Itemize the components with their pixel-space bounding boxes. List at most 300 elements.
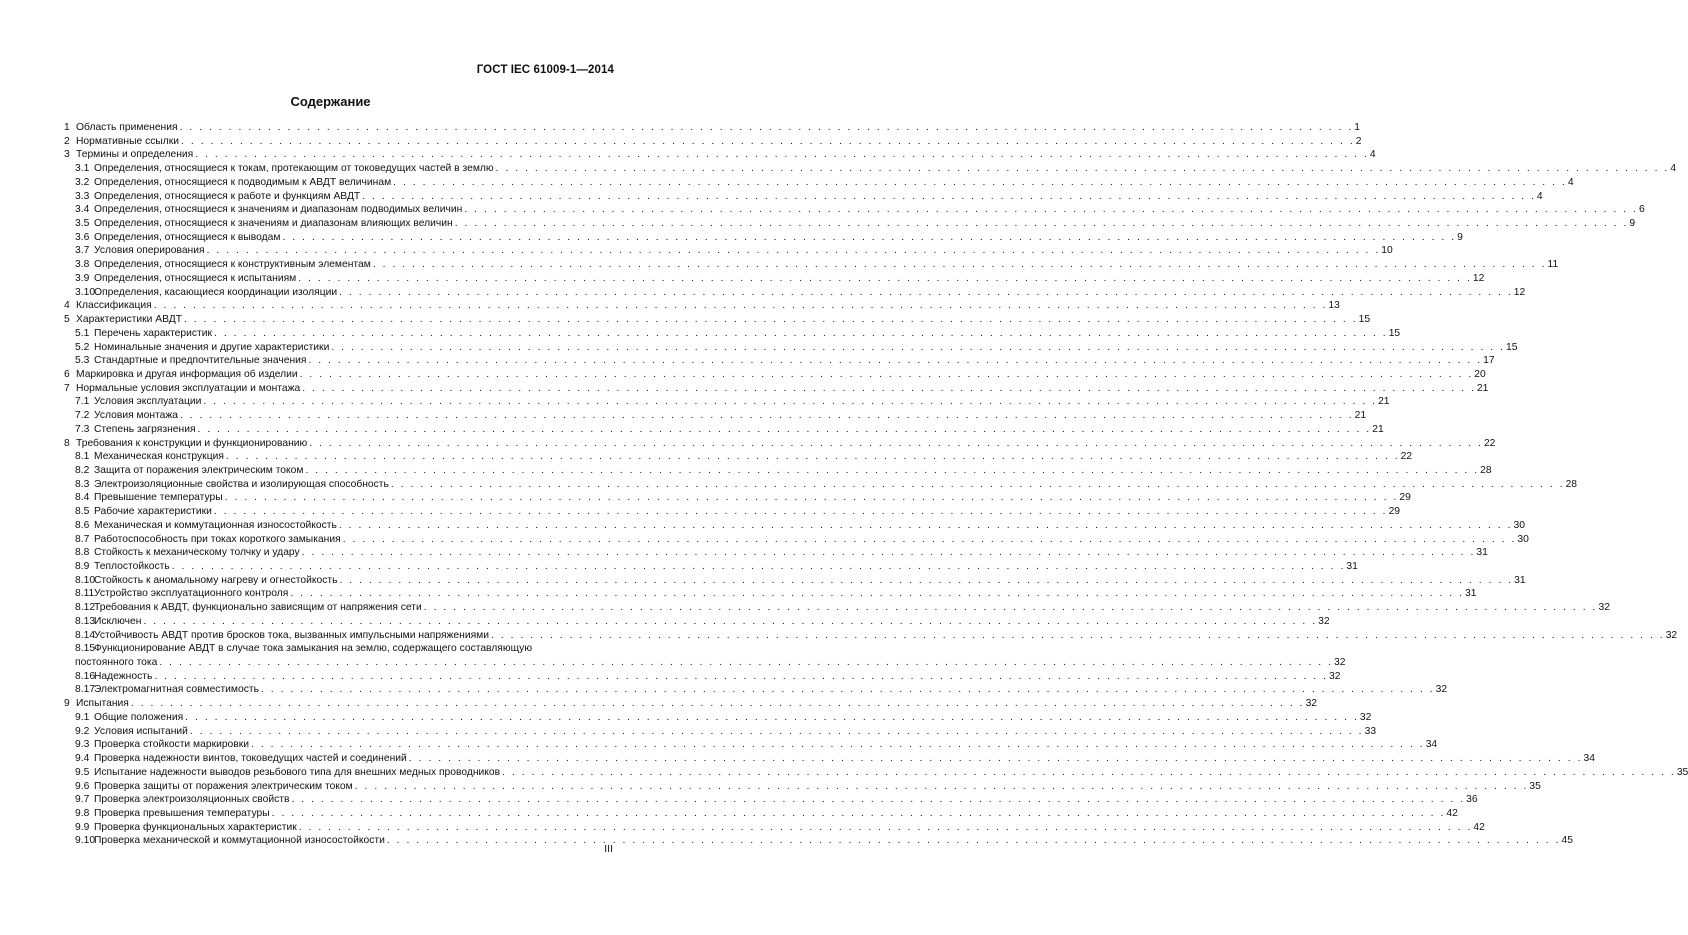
toc-entry-page: 31 xyxy=(1465,588,1477,600)
toc-entry xyxy=(64,780,1541,794)
toc-entry-number: 8.2 xyxy=(75,464,90,476)
toc-entry xyxy=(64,135,1362,149)
toc-entry-page: 32 xyxy=(1665,629,1678,641)
toc-entry-text: Требования к конструкции и функционированию xyxy=(76,437,308,449)
toc-entry-text: Испытания xyxy=(76,698,129,710)
toc-entry-label xyxy=(75,683,259,697)
toc-entry-text: Условия эксплуатации xyxy=(94,396,202,408)
toc-entry-page: 30 xyxy=(1517,533,1529,545)
toc-entry-page: 42 xyxy=(1473,821,1485,833)
toc-leader-dots: . . . . . . . . . . . . . . . . . . . . . . . . . . . . . . . . . . . . . . . . . . . . . . . . . . . . . . . . . . . . . . . . . . . . . . . . . . . . . . . . . . . . . . . . . . . . . . . . . . . . . . . . . . . . . . . . . . . . . . . . xyxy=(185,711,1359,723)
toc-entry-number: 5.2 xyxy=(75,341,90,353)
toc-entry-page: 22 xyxy=(1483,437,1496,449)
toc-entry xyxy=(64,601,1610,615)
toc-entry-page: 2 xyxy=(1355,135,1362,147)
toc-entry-label xyxy=(75,450,224,464)
toc-entry-label xyxy=(75,834,385,848)
toc-leader-dots: . . . . . . . . . . . . . . . . . . . . . . . . . . . . . . . . . . . . . . . . . . . . . . . . . . . . . . . . . . . . . . . . . . . . . . . . . . . . . . . . . . . . . . . . . . . . . . . . . . . . . . . . . . . . . . . . . . . . . . . . xyxy=(154,670,1328,682)
toc-entry xyxy=(64,478,1578,492)
toc-entry-label xyxy=(75,272,296,286)
toc-entry xyxy=(64,313,1371,327)
toc-entry-page: 15 xyxy=(1358,314,1371,326)
toc-entry xyxy=(64,450,1413,464)
toc-entry-number: 8.7 xyxy=(75,533,90,545)
toc-entry-label xyxy=(75,793,289,807)
toc-leader-dots: . . . . . . . . . . . . . . . . . . . . . . . . . . . . . . . . . . . . . . . . . . . . . . . . . . . . . . . . . . . . . . . . . . . . . . . . . . . . . . . . . . . . . . . . . . . . . . . . . . . . . . . . . . . . . . . . . . . . . . . . xyxy=(386,835,1561,847)
toc-entry xyxy=(64,752,1595,766)
toc-entry-text: Проверка стойкости маркировки xyxy=(94,739,250,751)
toc-entry-label xyxy=(75,807,270,821)
toc-entry xyxy=(64,341,1518,355)
toc-entry-label xyxy=(75,409,178,423)
toc-entry-text: Проверка электроизоляционных свойств xyxy=(94,794,290,806)
toc-entry-page: 34 xyxy=(1583,753,1595,765)
toc-entry xyxy=(64,162,1677,176)
toc-entry xyxy=(64,491,1411,505)
toc-entry xyxy=(64,121,1360,135)
toc-entry-number: 2 xyxy=(64,135,70,147)
toc-entry-label xyxy=(75,423,196,437)
toc-entry xyxy=(64,725,1377,739)
toc-entry-text: Рабочие характеристики xyxy=(94,506,212,518)
toc-leader-dots: . . . . . . . . . . . . . . . . . . . . . . . . . . . . . . . . . . . . . . . . . . . . . . . . . . . . . . . . . . . . . . . . . . . . . . . . . . . . . . . . . . . . . . . . . . . . . . . . . . . . . . . . . . . . . . . . . . . . . . . . xyxy=(305,464,1480,476)
toc-leader-dots: . . . . . . . . . . . . . . . . . . . . . . . . . . . . . . . . . . . . . . . . . . . . . . . . . . . . . . . . . . . . . . . . . . . . . . . . . . . . . . . . . . . . . . . . . . . . . . . . . . . . . . . . . . . . . . . . . . . . . . . . xyxy=(393,176,1567,188)
toc-entry-number: 5.3 xyxy=(75,355,90,367)
toc-entry-page: 35 xyxy=(1676,766,1688,778)
toc-entry-number: 8.5 xyxy=(75,506,90,518)
toc-entry xyxy=(64,368,1486,382)
toc-entry-text: Степень загрязнения xyxy=(94,423,196,435)
toc-entry-label xyxy=(64,148,193,162)
toc-entry-label xyxy=(75,491,223,505)
toc-entry-page: 31 xyxy=(1514,574,1526,586)
toc-entry-number: 8.16 xyxy=(75,670,96,682)
toc-entry-number: 8.17 xyxy=(75,684,96,696)
toc-entry-label xyxy=(75,738,249,752)
toc-entry-number: 9.9 xyxy=(75,821,90,833)
toc-entry xyxy=(64,217,1636,231)
toc-leader-dots: . . . . . . . . . . . . . . . . . . . . . . . . . . . . . . . . . . . . . . . . . . . . . . . . . . . . . . . . . . . . . . . . . . . . . . . . . . . . . . . . . . . . . . . . . . . . . . . . . . . . . . . . . . . . . . . . . . . . . . . . xyxy=(203,396,1378,408)
toc-entry xyxy=(64,176,1574,190)
toc-entry-label xyxy=(75,354,306,368)
toc-entry-page: 21 xyxy=(1378,396,1390,408)
toc-entry-text: Устройство эксплуатационного контроля xyxy=(94,588,289,600)
toc-entry-label xyxy=(75,546,300,560)
toc-entry xyxy=(64,244,1393,258)
toc-entry xyxy=(64,464,1492,478)
toc-entry-number: 9.2 xyxy=(75,725,90,737)
toc-entry-label xyxy=(75,780,353,794)
page-number: III xyxy=(604,843,613,855)
toc-entry-number: 8.3 xyxy=(75,478,90,490)
toc-entry xyxy=(64,437,1496,451)
toc-leader-dots: . . . . . . . . . . . . . . . . . . . . . . . . . . . . . . . . . . . . . . . . . . . . . . . . . . . . . . . . . . . . . . . . . . . . . . . . . . . . . . . . . . . . . . . . . . . . . . . . . . . . . . . . . . . . . . . . . . . . . . . . xyxy=(390,478,1565,490)
toc-entry-number: 8.1 xyxy=(75,451,90,463)
toc-leader-dots: . . . . . . . . . . . . . . . . . . . . . . . . . . . . . . . . . . . . . . . . . . . . . . . . . . . . . . . . . . . . . . . . . . . . . . . . . . . . . . . . . . . . . . . . . . . . . . . . . . . . . . . . . . . . . . . . . . . . . . . . xyxy=(408,753,1583,765)
toc-entry-number: 3.10 xyxy=(75,286,96,298)
toc-title: Содержание xyxy=(290,94,371,109)
toc-entry-number: 7.3 xyxy=(75,423,90,435)
toc-leader-dots: . . . . . . . . . . . . . . . . . . . . . . . . . . . . . . . . . . . . . . . . . . . . . . . . . . . . . . . . . . . . . . . . . . . . . . . . . . . . . . . . . . . . . . . . . . . . . . . . . . . . . . . . . . . . . . . . . . . . . . . . xyxy=(214,327,1388,339)
toc-entry-label xyxy=(75,560,170,574)
toc-leader-dots: . . . . . . . . . . . . . . . . . . . . . . . . . . . . . . . . . . . . . . . . . . . . . . . . . . . . . . . . . . . . . . . . . . . . . . . . . . . . . . . . . . . . . . . . . . . . . . . . . . . . . . . . . . . . . . . . . . . . . . . . xyxy=(183,314,1358,326)
toc-entry-number: 8.8 xyxy=(75,547,90,559)
toc-leader-dots: . . . . . . . . . . . . . . . . . . . . . . . . . . . . . . . . . . . . . . . . . . . . . . . . . . . . . . . . . . . . . . . . . . . . . . . . . . . . . . . . . . . . . . . . . . . . . . . . . . . . . . . . . . . . . . . . . . . . . . . . xyxy=(260,684,1435,696)
toc-entry-text: Определения, относящиеся к испытаниям xyxy=(94,272,297,284)
toc-leader-dots: . . . . . . . . . . . . . . . . . . . . . . . . . . . . . . . . . . . . . . . . . . . . . . . . . . . . . . . . . . . . . . . . . . . . . . . . . . . . . . . . . . . . . . . . . . . . . . . . . . . . . . . . . . . . . . . . . . . . . . . . xyxy=(189,725,1364,737)
toc-entry-text: Маркировка и другая информация об изделии xyxy=(76,368,298,380)
toc-entry-page: 4 xyxy=(1567,176,1574,188)
toc-entry-number: 3.5 xyxy=(75,218,90,230)
toc-entry-page: 15 xyxy=(1506,341,1518,353)
toc-entry-number: 8.10 xyxy=(75,574,96,586)
toc-entry-page: 4 xyxy=(1369,149,1376,161)
toc-entry-page: 12 xyxy=(1513,286,1526,298)
toc-entry-number: 8.12 xyxy=(75,602,96,614)
toc-entry-text: Работоспособность при токах короткого замыкания xyxy=(94,533,341,545)
toc-entry xyxy=(64,423,1384,437)
toc-entry-page: 17 xyxy=(1483,355,1495,367)
toc-entry-label xyxy=(75,203,462,217)
toc-leader-dots: . . . . . . . . . . . . . . . . . . . . . . . . . . . . . . . . . . . . . . . . . . . . . . . . . . . . . . . . . . . . . . . . . . . . . . . . . . . . . . . . . . . . . . . . . . . . . . . . . . . . . . . . . . . . . . . . . . . . . . . . xyxy=(206,245,1381,257)
toc-leader-dots: . . . . . . . . . . . . . . . . . . . . . . . . . . . . . . . . . . . . . . . . . . . . . . . . . . . . . . . . . . . . . . . . . . . . . . . . . . . . . . . . . . . . . . . . . . . . . . . . . . . . . . . . . . . . . . . . . . . . . . . . xyxy=(153,300,1328,312)
toc-leader-dots: . . . . . . . . . . . . . . . . . . . . . . . . . . . . . . . . . . . . . . . . . . . . . . . . . . . . . . . . . . . . . . . . . . . . . . . . . . . . . . . . . . . . . . . . . . . . . . . . . . . . . . . . . . . . . . . . . . . . . . . . xyxy=(331,341,1506,353)
toc-entry-text: Условия оперирования xyxy=(94,245,205,257)
toc-entry-page: 29 xyxy=(1399,492,1411,504)
toc-entry-number: 5.1 xyxy=(75,327,90,339)
toc-entry-text: Определения, относящиеся к значениям и диапазонам подводимых величин xyxy=(94,204,463,216)
toc-entry-page: 36 xyxy=(1466,794,1478,806)
toc-entry-text: Устойчивость АВДТ против бросков тока, вызванных импульсными напряжениями xyxy=(94,629,490,641)
toc-entry-page: 35 xyxy=(1529,780,1541,792)
toc-entry-page: 32 xyxy=(1435,684,1448,696)
toc-entry xyxy=(64,409,1367,423)
toc-entry-label xyxy=(75,217,453,231)
toc-leader-dots: . . . . . . . . . . . . . . . . . . . . . . . . . . . . . . . . . . . . . . . . . . . . . . . . . . . . . . . . . . . . . . . . . . . . . . . . . . . . . . . . . . . . . . . . . . . . . . . . . . . . . . . . . . . . . . . . . . . . . . . . xyxy=(171,561,1346,572)
toc-entry xyxy=(64,629,1678,643)
toc-entry xyxy=(64,574,1526,588)
toc-leader-dots: . . . . . . . . . . . . . . . . . . . . . . . . . . . . . . . . . . . . . . . . . . . . . . . . . . . . . . . . . . . . . . . . . . . . . . . . . . . . . . . . . . . . . . . . . . . . . . . . . . . . . . . . . . . . . . . . . . . . . . . . xyxy=(251,739,1425,751)
toc-entry-label xyxy=(75,341,329,355)
toc-entry-page: 1 xyxy=(1354,122,1360,133)
toc-entry-text: Функционирование АВДТ в случае тока замыкания на землю, содержащего составляющую xyxy=(94,643,533,655)
toc-entry xyxy=(64,203,1645,217)
toc-leader-dots: . . . . . . . . . . . . . . . . . . . . . . . . . . . . . . . . . . . . . . . . . . . . . . . . . . . . . . . . . . . . . . . . . . . . . . . . . . . . . . . . . . . . . . . . . . . . . . . . . . . . . . . . . . . . . . . . . . . . . . . . xyxy=(130,698,1305,710)
toc-entry-number: 7 xyxy=(64,382,70,394)
toc-leader-dots: . . . . . . . . . . . . . . . . . . . . . . . . . . . . . . . . . . . . . . . . . . . . . . . . . . . . . . . . . . . . . . . . . . . . . . . . . . . . . . . . . . . . . . . . . . . . . . . . . . . . . . . . . . . . . . . . . . . . . . . . xyxy=(308,355,1483,367)
toc-entry-number: 3.3 xyxy=(75,190,90,202)
toc-entry-page: 9 xyxy=(1457,231,1463,243)
toc-leader-dots: . . . . . . . . . . . . . . . . . . . . . . . . . . . . . . . . . . . . . . . . . . . . . . . . . . . . . . . . . . . . . . . . . . . . . . . . . . . . . . . . . . . . . . . . . . . . . . . . . . . . . . . . . . . . . . . . . . . . . . . . xyxy=(354,780,1529,792)
toc-entry-text: Механическая конструкция xyxy=(94,451,224,463)
toc-entry-text: Механическая и коммутационная износостойкость xyxy=(94,519,337,531)
toc-leader-dots: . . . . . . . . . . . . . . . . . . . . . . . . . . . . . . . . . . . . . . . . . . . . . . . . . . . . . . . . . . . . . . . . . . . . . . . . . . . . . . . . . . . . . . . . . . . . . . . . . . . . . . . . . . . . . . . . . . . . . . . . xyxy=(197,423,1372,435)
toc-leader-dots: . . . . . . . . . . . . . . . . . . . . . . . . . . . . . . . . . . . . . . . . . . . . . . . . . . . . . . . . . . . . . . . . . . . . . . . . . . . . . . . . . . . . . . . . . . . . . . . . . . . . . . . . . . . . . . . . . . . . . . . . xyxy=(271,807,1446,819)
toc-entry-text: Стойкость к механическому толчку и удару xyxy=(94,547,300,559)
toc-entry-text: Исключен xyxy=(94,615,142,627)
toc-entry-text: Термины и определения xyxy=(76,149,194,161)
toc-entry-number: 9.4 xyxy=(75,753,90,765)
toc-entry-number: 3.6 xyxy=(75,231,90,243)
toc-entry-page: 21 xyxy=(1354,410,1367,422)
document-code: ГОСТ IEC 61009-1—2014 xyxy=(476,64,614,76)
toc-entry-text: Определения, относящиеся к выводам xyxy=(94,231,281,243)
toc-leader-dots: . . . . . . . . . . . . . . . . . . . . . . . . . . . . . . . . . . . . . . . . . . . . . . . . . . . . . . . . . . . . . . . . . . . . . . . . . . . . . . . . . . . . . . . . . . . . . . . . . . . . . . . . . . . . . . . . . . . . . . . . xyxy=(143,615,1318,627)
toc-entry-label xyxy=(64,697,129,711)
toc-entry-label xyxy=(75,258,371,272)
toc-entry xyxy=(64,711,1372,725)
toc-entry-text: Нормальные условия эксплуатации и монтажа xyxy=(76,382,301,394)
toc-leader-dots: . . . . . . . . . . . . . . . . . . . . . . . . . . . . . . . . . . . . . . . . . . . . . . . . . . . . . . . . . . . . . . . . . . . . . . . . . . . . . . . . . . . . . . . . . . . . . . . . . . . . . . . . . . . . . . . . . . . . . . . . xyxy=(342,533,1517,545)
toc-entry-page: 20 xyxy=(1474,368,1486,380)
toc-entry-text: Определения, относящиеся к токам, протекающим от токоведущих частей в землю xyxy=(94,163,494,175)
toc-entry-page: 11 xyxy=(1547,259,1559,271)
toc-entry xyxy=(64,519,1525,533)
toc-entry-label xyxy=(75,176,391,190)
toc-entry xyxy=(64,258,1559,272)
toc-leader-dots: . . . . . . . . . . . . . . . . . . . . . . . . . . . . . . . . . . . . . . . . . . . . . . . . . . . . . . . . . . . . . . . . . . . . . . . . . . . . . . . . . . . . . . . . . . . . . . . . . . . . . . . . . . . . . . . . . . . . . . . . xyxy=(291,794,1466,806)
toc-entry-number: 9.8 xyxy=(75,807,90,819)
toc-entry-label xyxy=(75,629,489,643)
toc-entry-page: 32 xyxy=(1318,615,1330,627)
toc-entry xyxy=(64,821,1485,835)
toc-entry-text-cont: постоянного тока xyxy=(75,657,158,669)
toc-entry-label xyxy=(75,327,212,341)
toc-entry-text: Проверка механической и коммутационной износостойкости xyxy=(94,835,385,847)
toc-entry-page: 32 xyxy=(1359,711,1372,723)
toc-leader-dots: . . . . . . . . . . . . . . . . . . . . . . . . . . . . . . . . . . . . . . . . . . . . . . . . . . . . . . . . . . . . . . . . . . . . . . . . . . . . . . . . . . . . . . . . . . . . . . . . . . . . . . . . . . . . . . . . . . . . . . . . xyxy=(298,272,1472,284)
toc-leader-dots: . . . . . . . . . . . . . . . . . . . . . . . . . . . . . . . . . . . . . . . . . . . . . . . . . . . . . . . . . . . . . . . . . . . . . . . . . . . . . . . . . . . . . . . . . . . . . . . . . . . . . . . . . . . . . . . . . . . . . . . . xyxy=(372,259,1547,271)
toc-leader-dots: . . . . . . . . . . . . . . . . . . . . . . . . . . . . . . . . . . . . . . . . . . . . . . . . . . . . . . . . . . . . . . . . . . . . . . . . . . . . . . . . . . . . . . . . . . . . . . . . . . . . . . . . . . . . . . . . . . . . . . . . xyxy=(302,382,1476,394)
toc-entry-number: 8.15 xyxy=(75,643,96,655)
toc-entry-text: Проверка надежности винтов, токоведущих частей и соединений xyxy=(94,753,407,765)
toc-entry xyxy=(64,190,1543,204)
toc-entry-number: 3.8 xyxy=(75,259,90,271)
toc-entry-text: Общие положения xyxy=(94,711,184,723)
toc-entry-number: 9 xyxy=(64,698,70,710)
toc-entry-label xyxy=(75,574,337,588)
toc-entry-text: Стандартные и предпочтительные значения xyxy=(94,355,307,367)
toc-entry-page: 31 xyxy=(1346,561,1358,572)
toc-leader-dots: . . . . . . . . . . . . . . . . . . . . . . . . . . . . . . . . . . . . . . . . . . . . . . . . . . . . . . . . . . . . . . . . . . . . . . . . . . . . . . . . . . . . . . . . . . . . . . . . . . . . . . . . . . . . . . . . . . . . . . . . xyxy=(301,547,1476,559)
toc-entry-number: 3.1 xyxy=(75,163,90,175)
toc-leader-dots: . . . . . . . . . . . . . . . . . . . . . . . . . . . . . . . . . . . . . . . . . . . . . . . . . . . . . . . . . . . . . . . . . . . . . . . . . . . . . . . . . . . . . . . . . . . . . . . . . . . . . . . . . . . . . . . . . . . . . . . . xyxy=(339,286,1513,298)
toc-entry-label xyxy=(75,519,337,533)
toc-entry-page: 13 xyxy=(1328,300,1340,312)
toc-entry-text: Условия испытаний xyxy=(94,725,188,737)
toc-entry-label xyxy=(75,615,141,629)
toc-entry xyxy=(64,286,1526,300)
toc-entry-number: 8.9 xyxy=(75,561,90,572)
toc-entry-page: 32 xyxy=(1305,698,1318,710)
toc-entry-label xyxy=(75,478,389,492)
toc-entry-number: 7.2 xyxy=(75,410,90,422)
toc-leader-dots: . . . . . . . . . . . . . . . . . . . . . . . . . . . . . . . . . . . . . . . . . . . . . . . . . . . . . . . . . . . . . . . . . . . . . . . . . . . . . . . . . . . . . . . . . . . . . . . . . . . . . . . . . . . . . . . . . . . . . . . . xyxy=(339,574,1514,586)
toc-entry-text: Надежность xyxy=(94,670,153,682)
toc-entry xyxy=(64,615,1330,629)
toc-entry-text: Электромагнитная совместимость xyxy=(94,684,259,696)
toc-entry-text: Определения, относящиеся к подводимым к АВДТ величинам xyxy=(94,176,392,188)
toc-entry-page: 32 xyxy=(1329,670,1341,682)
toc-entry xyxy=(64,148,1376,162)
toc-entry-number: 1 xyxy=(64,122,70,133)
toc-entry-page: 30 xyxy=(1513,519,1525,531)
toc-entry-label xyxy=(75,395,201,409)
toc-entry-label xyxy=(75,725,188,739)
toc-entry-label xyxy=(64,135,179,149)
toc-entry-label xyxy=(75,752,407,766)
toc-entry-number: 8.14 xyxy=(75,629,96,641)
toc-entry-text: Проверка функциональных характеристик xyxy=(94,821,297,833)
toc-entry-number: 3.7 xyxy=(75,245,90,257)
toc-entry xyxy=(64,560,1358,574)
toc-entry xyxy=(64,546,1488,560)
toc-entry xyxy=(64,395,1390,409)
toc-entry-page: 32 xyxy=(1598,602,1610,614)
toc-entry-number: 3.2 xyxy=(75,176,90,188)
toc-entry-label xyxy=(75,464,303,478)
toc-entry-text: Перечень характеристик xyxy=(94,327,213,339)
toc-entry-number: 9.5 xyxy=(75,766,90,778)
toc-entry-page: 4 xyxy=(1670,163,1677,175)
toc-entry-page: 9 xyxy=(1629,218,1636,230)
toc-entry xyxy=(64,683,1448,697)
toc-entry-label xyxy=(64,437,307,451)
toc-entry-label xyxy=(75,711,183,725)
toc-leader-dots: . . . . . . . . . . . . . . . . . . . . . . . . . . . . . . . . . . . . . . . . . . . . . . . . . . . . . . . . . . . . . . . . . . . . . . . . . . . . . . . . . . . . . . . . . . . . . . . . . . . . . . . . . . . . . . . . . . . . . . . . xyxy=(495,163,1670,175)
toc-entry xyxy=(64,299,1340,313)
toc-entry-label xyxy=(75,670,152,684)
toc-leader-dots: . . . . . . . . . . . . . . . . . . . . . . . . . . . . . . . . . . . . . . . . . . . . . . . . . . . . . . . . . . . . . . . . . . . . . . . . . . . . . . . . . . . . . . . . . . . . . . . . . . . . . . . . . . . . . . . . . . . . . . . . xyxy=(282,231,1457,243)
toc-leader-dots: . . . . . . . . . . . . . . . . . . . . . . . . . . . . . . . . . . . . . . . . . . . . . . . . . . . . . . . . . . . . . . . . . . . . . . . . . . . . . . . . . . . . . . . . . . . . . . . . . . . . . . . . . . . . . . . . . . . . . . . . xyxy=(159,657,1334,669)
toc-entry xyxy=(64,231,1463,245)
toc-leader-dots: . . . . . . . . . . . . . . . . . . . . . . . . . . . . . . . . . . . . . . . . . . . . . . . . . . . . . . . . . . . . . . . . . . . . . . . . . . . . . . . . . . . . . . . . . . . . . . . . . . . . . . . . . . . . . . . . . . . . . . . . xyxy=(362,190,1536,202)
toc-entry-number: 3.9 xyxy=(75,272,90,284)
toc-leader-dots: . . . . . . . . . . . . . . . . . . . . . . . . . . . . . . . . . . . . . . . . . . . . . . . . . . . . . . . . . . . . . . . . . . . . . . . . . . . . . . . . . . . . . . . . . . . . . . . . . . . . . . . . . . . . . . . . . . . . . . . . xyxy=(179,410,1354,422)
toc-entry xyxy=(64,807,1458,821)
toc-entry xyxy=(64,642,598,656)
toc-entry-number: 8.11 xyxy=(75,588,95,600)
toc-entry-label xyxy=(64,299,152,313)
toc-entry-label xyxy=(75,286,337,300)
toc-entry-label xyxy=(75,505,212,519)
toc-entry-text: Определения, касающиеся координации изоляции xyxy=(94,286,338,298)
toc-entry xyxy=(64,272,1485,286)
toc-entry-label xyxy=(75,190,360,204)
toc-entry-number: 8.6 xyxy=(75,519,90,531)
toc-entry-text: Определения, относящиеся к конструктивным элементам xyxy=(94,259,371,271)
toc-entry-page: 6 xyxy=(1639,204,1645,216)
toc-entry xyxy=(64,670,1341,684)
toc-entry-text: Защита от поражения электрическим током xyxy=(94,464,304,476)
toc-entry-number: 9.6 xyxy=(75,780,90,792)
toc-entry-number: 8.13 xyxy=(75,615,96,627)
toc-entry-label xyxy=(64,382,300,396)
toc-entry-page: 45 xyxy=(1561,835,1573,847)
toc-entry-number: 4 xyxy=(64,300,70,312)
toc-entry xyxy=(64,587,1477,601)
toc-entry-text: Электроизоляционные свойства и изолирующая способность xyxy=(94,478,389,490)
toc-entry-page: 28 xyxy=(1565,478,1578,490)
toc-leader-dots: . . . . . . . . . . . . . . . . . . . . . . . . . . . . . . . . . . . . . . . . . . . . . . . . . . . . . . . . . . . . . . . . . . . . . . . . . . . . . . . . . . . . . . . . . . . . . . . . . . . . . . . . . . . . . . . . . . . . . . . . xyxy=(299,368,1474,380)
toc-entry-page: 34 xyxy=(1425,739,1438,751)
toc-entry-label xyxy=(75,587,288,601)
toc-entry-page: 29 xyxy=(1388,506,1401,518)
toc-leader-dots: . . . . . . . . . . . . . . . . . . . . . . . . . . . . . . . . . . . . . . . . . . . . . . . . . . . . . . . . . . . . . . . . . . . . . . . . . . . . . . . . . . . . . . . . . . . . . . . . . . . . . . . . . . . . . . . . . . . . . . . . xyxy=(290,588,1465,600)
toc-entry-text: Теплостойкость xyxy=(94,561,170,572)
toc-entry-page: 12 xyxy=(1472,272,1485,284)
toc-entry-text: Определения, относящиеся к значениям и диапазонам влияющих величин xyxy=(94,218,453,230)
toc-entry-number: 3 xyxy=(64,149,70,161)
toc-entry-label xyxy=(75,162,494,176)
toc-entry-label xyxy=(75,533,341,547)
toc-entry-page: 42 xyxy=(1446,807,1458,819)
toc-entry xyxy=(64,327,1401,341)
toc-entry-number: 9.3 xyxy=(75,739,90,751)
toc-entry-text: Испытание надежности выводов резьбового типа для внешних медных проводников xyxy=(94,766,501,778)
toc-entry-page: 32 xyxy=(1334,657,1346,669)
toc-entry-page: 31 xyxy=(1476,547,1488,559)
toc-entry-label xyxy=(75,766,500,780)
toc-entry-number: 6 xyxy=(64,368,70,380)
toc-entry xyxy=(64,738,1438,752)
toc-entry-text: Номинальные значения и другие характеристики xyxy=(94,341,330,353)
toc-entry-label xyxy=(75,601,422,615)
toc-entry-text: Нормативные ссылки xyxy=(76,135,180,147)
toc-entry xyxy=(64,834,1573,848)
toc-entry xyxy=(64,505,1401,519)
toc-entry-page: 21 xyxy=(1372,423,1384,435)
toc-leader-dots: . . . . . . . . . . . . . . . . . . . . . . . . . . . . . . . . . . . . . . . . . . . . . . . . . . . . . . . . . . . . . . . . . . . . . . . . . . . . . . . . . . . . . . . . . . . . . . . . . . . . . . . . . . . . . . . . . . . . . . . . xyxy=(464,204,1639,216)
toc-entry-page: 15 xyxy=(1388,327,1401,339)
toc-entry xyxy=(64,766,1688,780)
toc-entry xyxy=(64,697,1318,711)
toc-entry xyxy=(64,382,1489,396)
toc-entry xyxy=(64,354,1495,368)
toc-entry-text: Проверка превышения температуры xyxy=(94,807,270,819)
toc-entry-number: 3.4 xyxy=(75,204,90,216)
toc-entry-page: 10 xyxy=(1381,245,1393,257)
toc-entry-page: 4 xyxy=(1536,190,1543,202)
toc-entry-page: 22 xyxy=(1400,451,1413,463)
toc-entry-text: Превышение температуры xyxy=(94,492,223,504)
toc-entry-page: 28 xyxy=(1480,464,1492,476)
toc-leader-dots: . . . . . . . . . . . . . . . . . . . . . . . . . . . . . . . . . . . . . . . . . . . . . . . . . . . . . . . . . . . . . . . . . . . . . . . . . . . . . . . . . . . . . . . . . . . . . . . . . . . . . . . . . . . . . . . . . . . . . . . . xyxy=(195,149,1369,161)
toc-leader-dots: . . . . . . . . . . . . . . . . . . . . . . . . . . . . . . . . . . . . . . . . . . . . . . . . . . . . . . . . . . . . . . . . . . . . . . . . . . . . . . . . . . . . . . . . . . . . . . . . . . . . . . . . . . . . . . . . . . . . . . . . xyxy=(179,122,1354,133)
toc-entry-label xyxy=(75,231,280,245)
toc-entry-label xyxy=(64,368,298,382)
table-of-contents xyxy=(64,121,1688,848)
toc-leader-dots: . . . . . . . . . . . . . . . . . . . . . . . . . . . . . . . . . . . . . . . . . . . . . . . . . . . . . . . . . . . . . . . . . . . . . . . . . . . . . . . . . . . . . . . . . . . . . . . . . . . . . . . . . . . . . . . . . . . . . . . . xyxy=(298,821,1473,833)
toc-entry-page: 33 xyxy=(1364,725,1377,737)
toc-leader-dots: . . . . . . . . . . . . . . . . . . . . . . . . . . . . . . . . . . . . . . . . . . . . . . . . . . . . . . . . . . . . . . . . . . . . . . . . . . . . . . . . . . . . . . . . . . . . . . . . . . . . . . . . . . . . . . . . . . . . . . . . xyxy=(225,451,1400,463)
toc-entry-text: Классификация xyxy=(76,300,152,312)
toc-leader-dots: . . . . . . . . . . . . . . . . . . . . . . . . . . . . . . . . . . . . . . . . . . . . . . . . . . . . . . . . . . . . . . . . . . . . . . . . . . . . . . . . . . . . . . . . . . . . . . . . . . . . . . . . . . . . . . . . . . . . . . . . xyxy=(423,602,1598,614)
toc-entry xyxy=(64,533,1529,547)
toc-entry-text: Проверка защиты от поражения электрическим током xyxy=(94,780,353,792)
toc-leader-dots: . . . . . . . . . . . . . . . . . . . . . . . . . . . . . . . . . . . . . . . . . . . . . . . . . . . . . . . . . . . . . . . . . . . . . . . . . . . . . . . . . . . . . . . . . . . . . . . . . . . . . . . . . . . . . . . . . . . . . . . . xyxy=(213,506,1388,518)
toc-entry-text: Стойкость к аномальному нагреву и огнестойкость xyxy=(94,574,338,586)
toc-leader-dots: . . . . . . . . . . . . . . . . . . . . . . . . . . . . . . . . . . . . . . . . . . . . . . . . . . . . . . . . . . . . . . . . . . . . . . . . . . . . . . . . . . . . . . . . . . . . . . . . . . . . . . . . . . . . . . . . . . . . . . . . xyxy=(181,135,1355,147)
toc-leader-dots: . . . . . . . . . . . . . . . . . . . . . . . . . . . . . . . . . . . . . . . . . . . . . . . . . . . . . . . . . . . . . . . . . . . . . . . . . . . . . . . . . . . . . . . . . . . . . . . . . . . . . . . . . . . . . . . . . . . . . . . . xyxy=(338,519,1513,531)
toc-entry-label xyxy=(75,821,297,835)
toc-entry-number: 8 xyxy=(64,437,70,449)
toc-entry-text: Условия монтажа xyxy=(94,410,178,422)
toc-entry-number: 5 xyxy=(64,314,70,326)
toc-entry-text: Область применения xyxy=(76,122,178,133)
toc-entry-number: 9.7 xyxy=(75,794,90,806)
toc-entry-label xyxy=(75,244,205,258)
